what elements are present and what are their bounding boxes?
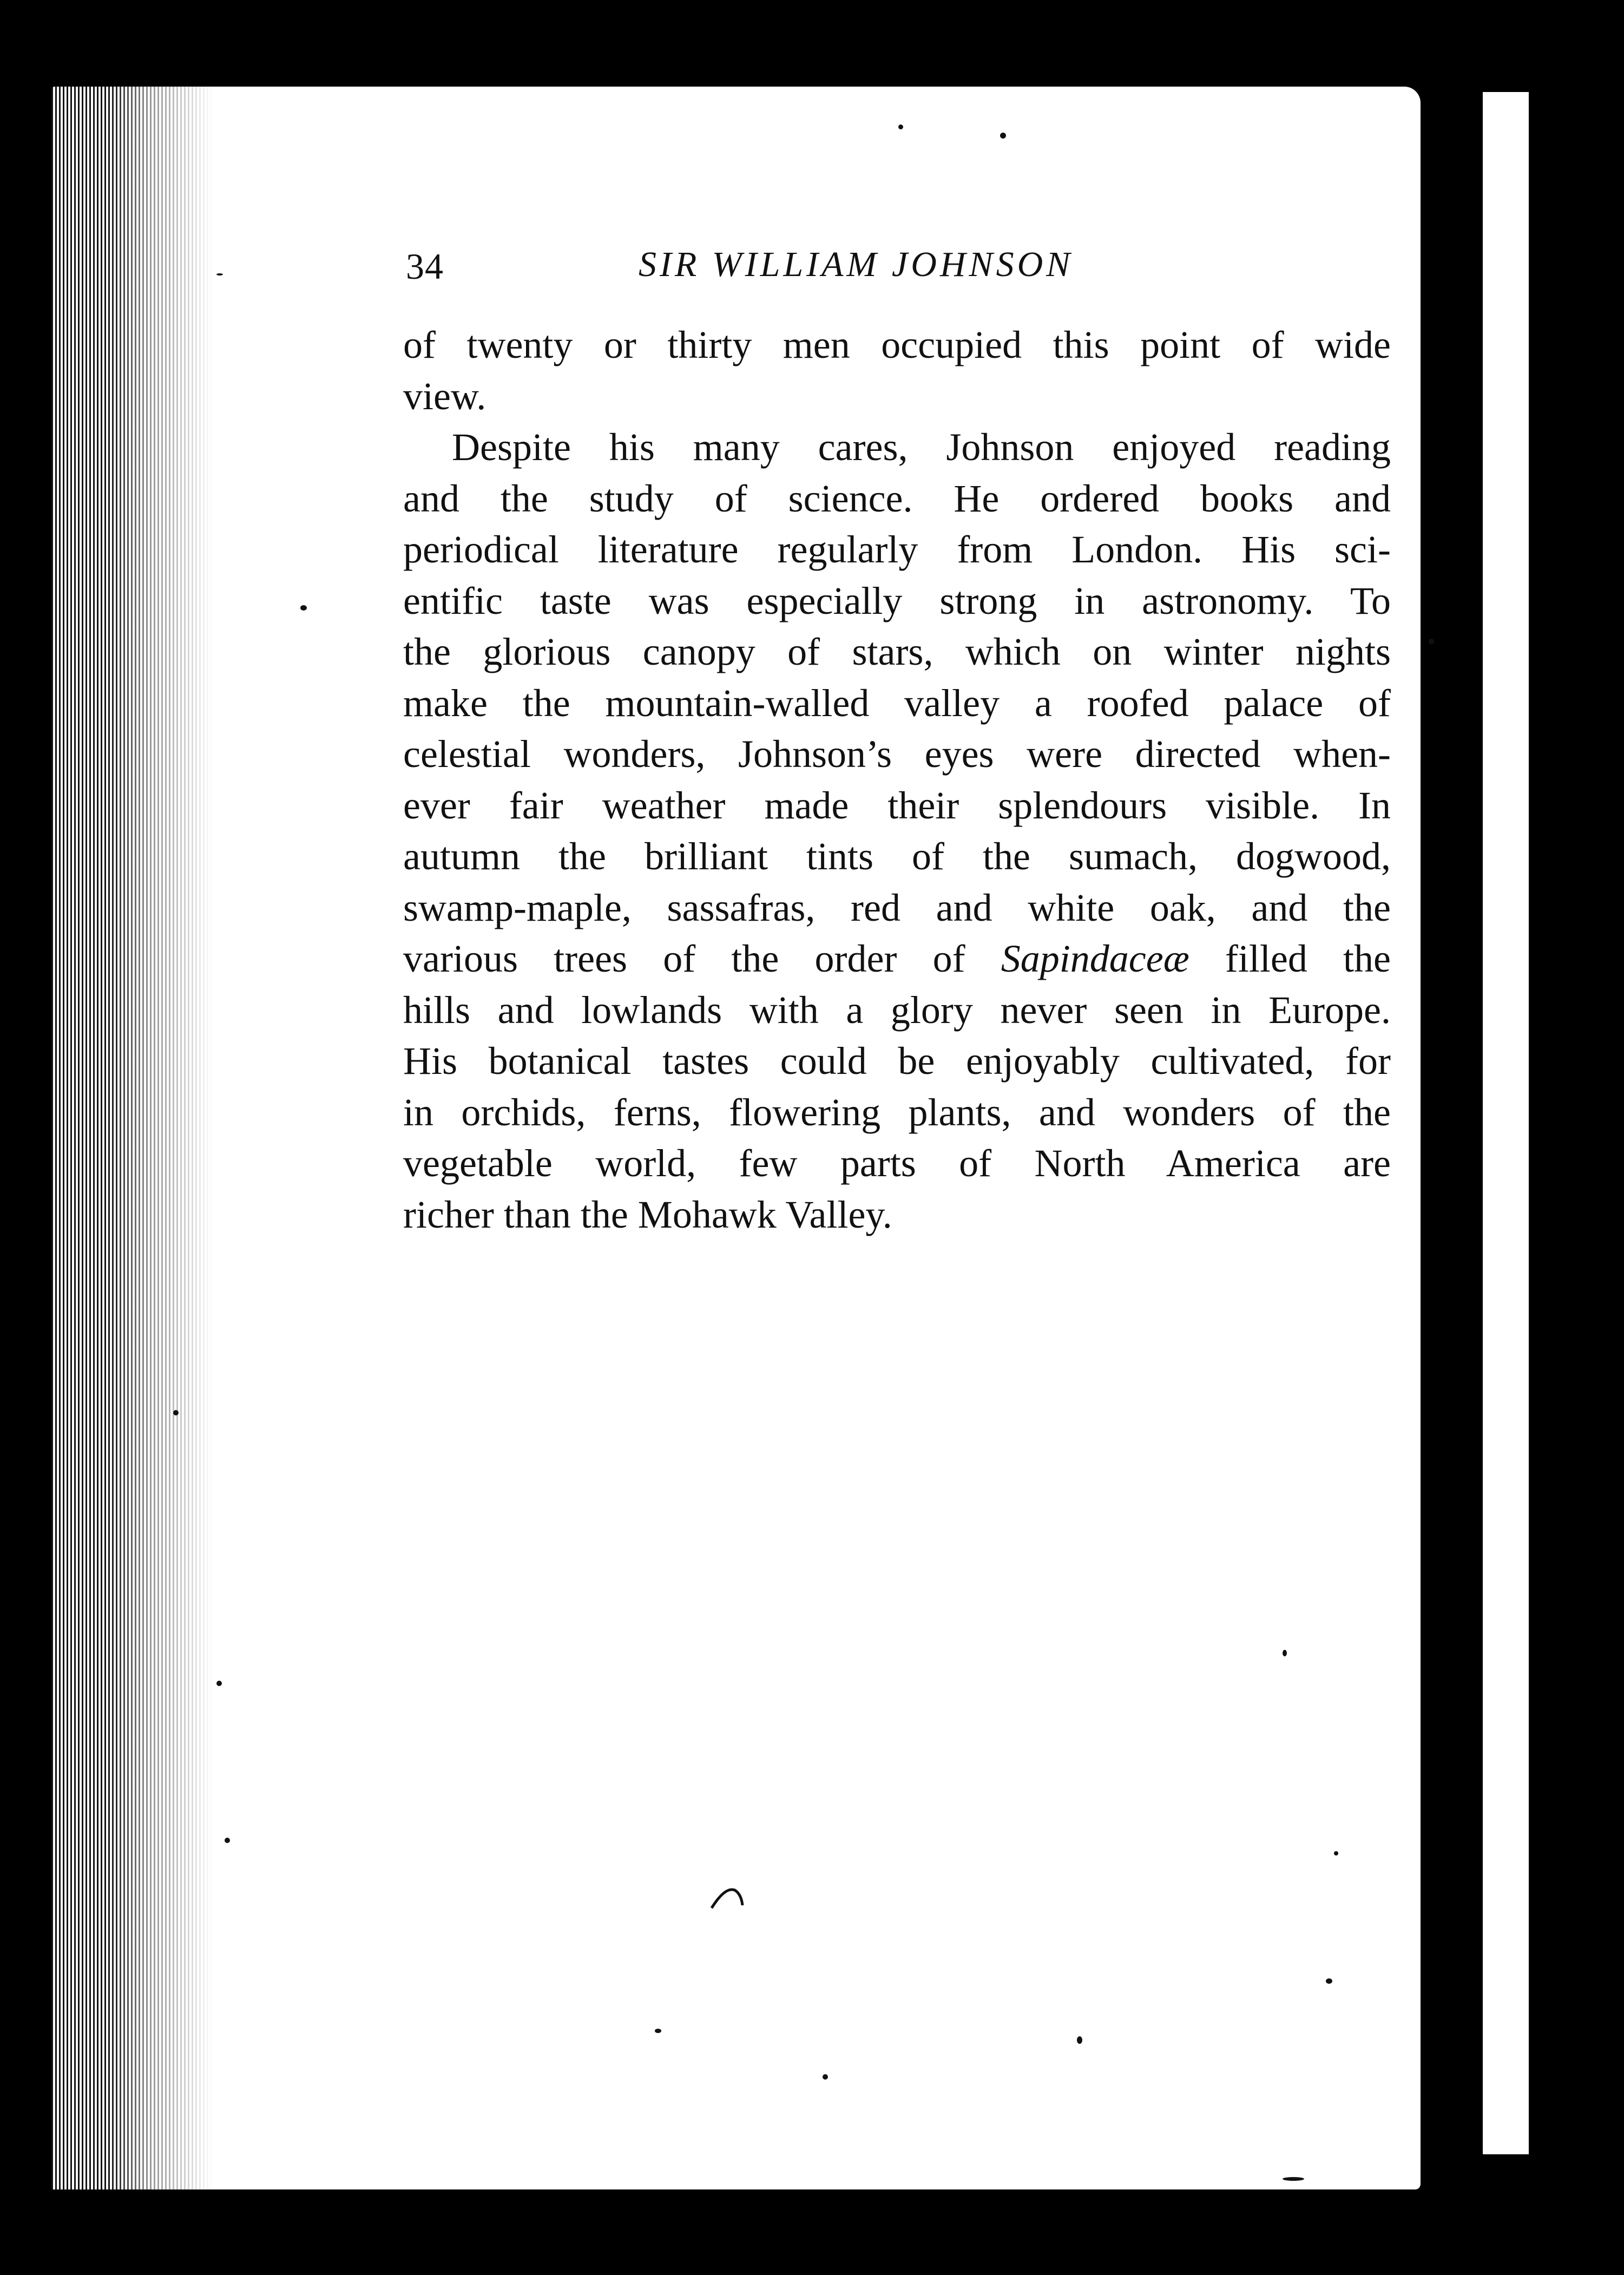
text-run: various trees of the order of [403, 937, 1001, 980]
scan-speck [1429, 639, 1434, 644]
text-line: richer than the Mohawk Valley. [403, 1192, 892, 1236]
scan-speck [1283, 1650, 1287, 1656]
scan-speck [898, 124, 903, 129]
page-number: 34 [406, 246, 444, 287]
text-line: celestial wonders, Johnson’s eyes were directed when- [403, 732, 1391, 776]
scan-speck [300, 605, 307, 611]
text-line: periodical literature regularly from London. His sci- [403, 528, 1391, 571]
text-line: the glorious canopy of stars, which on winter nights [403, 630, 1391, 673]
scan-speck [823, 2074, 828, 2080]
text-line: His botanical tastes could be enjoyably cultivated, for [403, 1039, 1391, 1083]
scan-speck [225, 1838, 230, 1843]
text-line [403, 933, 1391, 985]
scan-speck [173, 1410, 179, 1415]
text-line: in orchids, ferns, flowering plants, and wonders of the [403, 1090, 1391, 1134]
scan-speck [1077, 2036, 1082, 2044]
scan-speck [1000, 133, 1006, 139]
text-line: entific taste was especially strong in astronomy. To [403, 579, 1391, 622]
running-head [406, 226, 1385, 286]
text-line: of twenty or thirty men occupied this point of wide [403, 323, 1391, 366]
text-line: Despite his many cares, Johnson enjoyed reading [452, 425, 1391, 469]
text-line: ever fair weather made their splendours visible. In [403, 783, 1391, 827]
scan-speck [655, 2029, 661, 2033]
scan-speck [1326, 1978, 1332, 1984]
text-line: swamp-maple, sassafras, red and white oak, and the [403, 886, 1391, 929]
text-line: and the study of science. He ordered books and [403, 476, 1391, 520]
scan-mark [709, 1884, 752, 1916]
adjacent-page-edge [1483, 92, 1529, 2154]
text-line: autumn the brilliant tints of the sumach, dogwood, [403, 835, 1391, 878]
scan-speck [1283, 2177, 1304, 2181]
body-text [403, 319, 1391, 1240]
text-line: view. [403, 374, 486, 418]
text-line: vegetable world, few parts of North America are [403, 1142, 1391, 1185]
text-line: hills and lowlands with a glory never seen in Europe. [403, 988, 1391, 1032]
scan-speck [1334, 1851, 1338, 1856]
scan-speck [216, 273, 223, 276]
running-title: SIR WILLIAM JOHNSON [639, 245, 1074, 284]
page-gutter-shadow [51, 87, 214, 2189]
italic-term: Sapindaceæ [1001, 937, 1189, 980]
text-run: filled the [1189, 937, 1391, 980]
text-line: make the mountain-walled valley a roofed palace of [403, 681, 1391, 725]
scan-speck [216, 1681, 222, 1686]
